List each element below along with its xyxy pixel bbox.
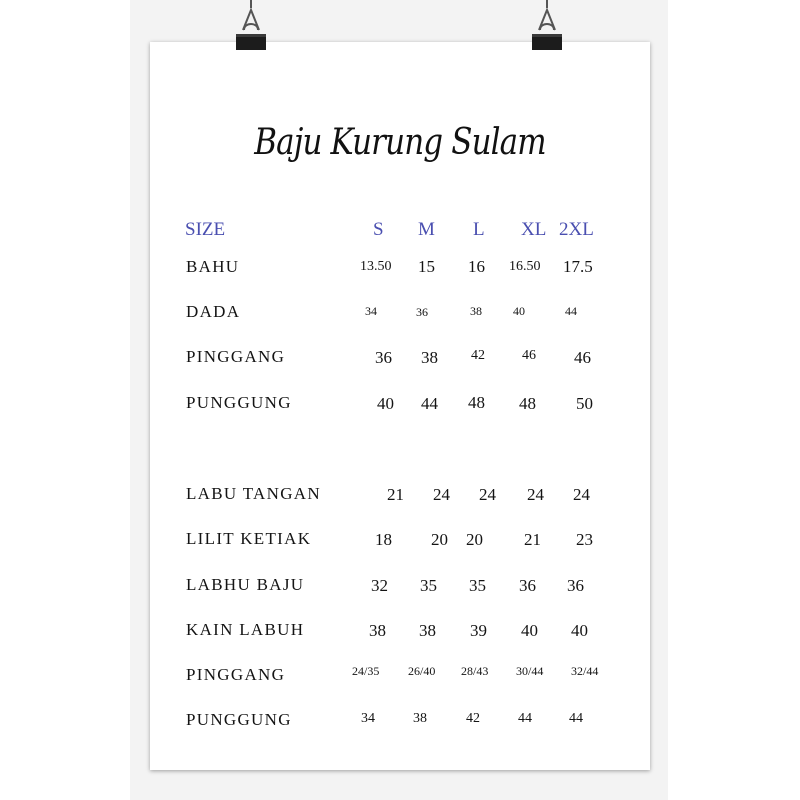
row-label: KAIN LABUH	[186, 620, 305, 639]
binder-clip-icon	[231, 0, 271, 54]
value-l: 24	[479, 485, 496, 504]
value-m: 15	[418, 257, 435, 276]
row-label: PINGGANG	[186, 347, 286, 366]
value-2xl: 36	[567, 576, 584, 595]
value-xl: 40	[521, 621, 538, 640]
value-m: 38	[419, 621, 436, 640]
value-m: 44	[421, 394, 438, 413]
value-xl: 21	[524, 530, 541, 549]
value-m: 38	[413, 711, 427, 726]
value-s: 40	[377, 394, 394, 413]
row-label: PUNGGUNG	[186, 710, 292, 729]
row-label: LABU TANGAN	[186, 484, 321, 503]
value-s: 32	[371, 576, 388, 595]
value-xl: 46	[522, 348, 536, 363]
value-l: 42	[471, 348, 485, 363]
row-label: BAHU	[186, 257, 240, 276]
header-s: S	[373, 219, 384, 240]
value-l: 16	[468, 257, 485, 276]
row-label: DADA	[186, 302, 241, 321]
value-l: 39	[470, 621, 487, 640]
value-2xl: 23	[576, 530, 593, 549]
value-2xl: 46	[574, 348, 591, 367]
row-label: LABHU BAJU	[186, 575, 305, 594]
value-s: 34	[361, 711, 375, 726]
page-title: Baju Kurung Sulam	[254, 122, 546, 163]
value-l: 42	[466, 711, 480, 726]
value-m: 35	[420, 576, 437, 595]
value-s: 36	[375, 348, 392, 367]
row-label: PINGGANG	[186, 665, 286, 684]
value-l: 28/43	[461, 664, 489, 678]
header-m: M	[418, 219, 435, 240]
value-2xl: 24	[573, 485, 590, 504]
value-2xl: 50	[576, 394, 593, 413]
value-2xl: 44	[569, 711, 583, 726]
value-2xl: 17.5	[563, 257, 593, 276]
header-2xl: 2XL	[559, 219, 594, 240]
header-size: SIZE	[185, 219, 226, 240]
value-l: 35	[469, 576, 486, 595]
value-s: 21	[387, 485, 404, 504]
value-s: 13.50	[360, 259, 392, 274]
value-m: 38	[421, 348, 438, 367]
value-l: 20	[466, 530, 483, 549]
value-xl: 16.50	[509, 259, 541, 274]
value-2xl: 44	[565, 304, 577, 318]
header-l: L	[473, 219, 485, 240]
value-m: 36	[416, 305, 428, 319]
value-m: 26/40	[408, 664, 436, 678]
value-xl: 36	[519, 576, 536, 595]
value-xl: 48	[519, 394, 536, 413]
value-xl: 24	[527, 485, 544, 504]
value-xl: 30/44	[516, 664, 544, 678]
binder-clip-icon	[527, 0, 567, 54]
row-label: LILIT KETIAK	[186, 529, 312, 548]
value-xl: 44	[518, 711, 532, 726]
value-xl: 40	[513, 304, 525, 318]
value-l: 38	[470, 304, 482, 318]
value-2xl: 32/44	[571, 664, 599, 678]
value-s: 38	[369, 621, 386, 640]
value-s: 18	[375, 530, 392, 549]
value-m: 20	[431, 530, 448, 549]
value-s: 24/35	[352, 664, 380, 678]
value-l: 48	[468, 393, 485, 412]
value-m: 24	[433, 485, 450, 504]
value-s: 34	[365, 304, 377, 318]
row-label: PUNGGUNG	[186, 393, 292, 412]
value-2xl: 40	[571, 621, 588, 640]
header-xl: XL	[521, 219, 547, 240]
